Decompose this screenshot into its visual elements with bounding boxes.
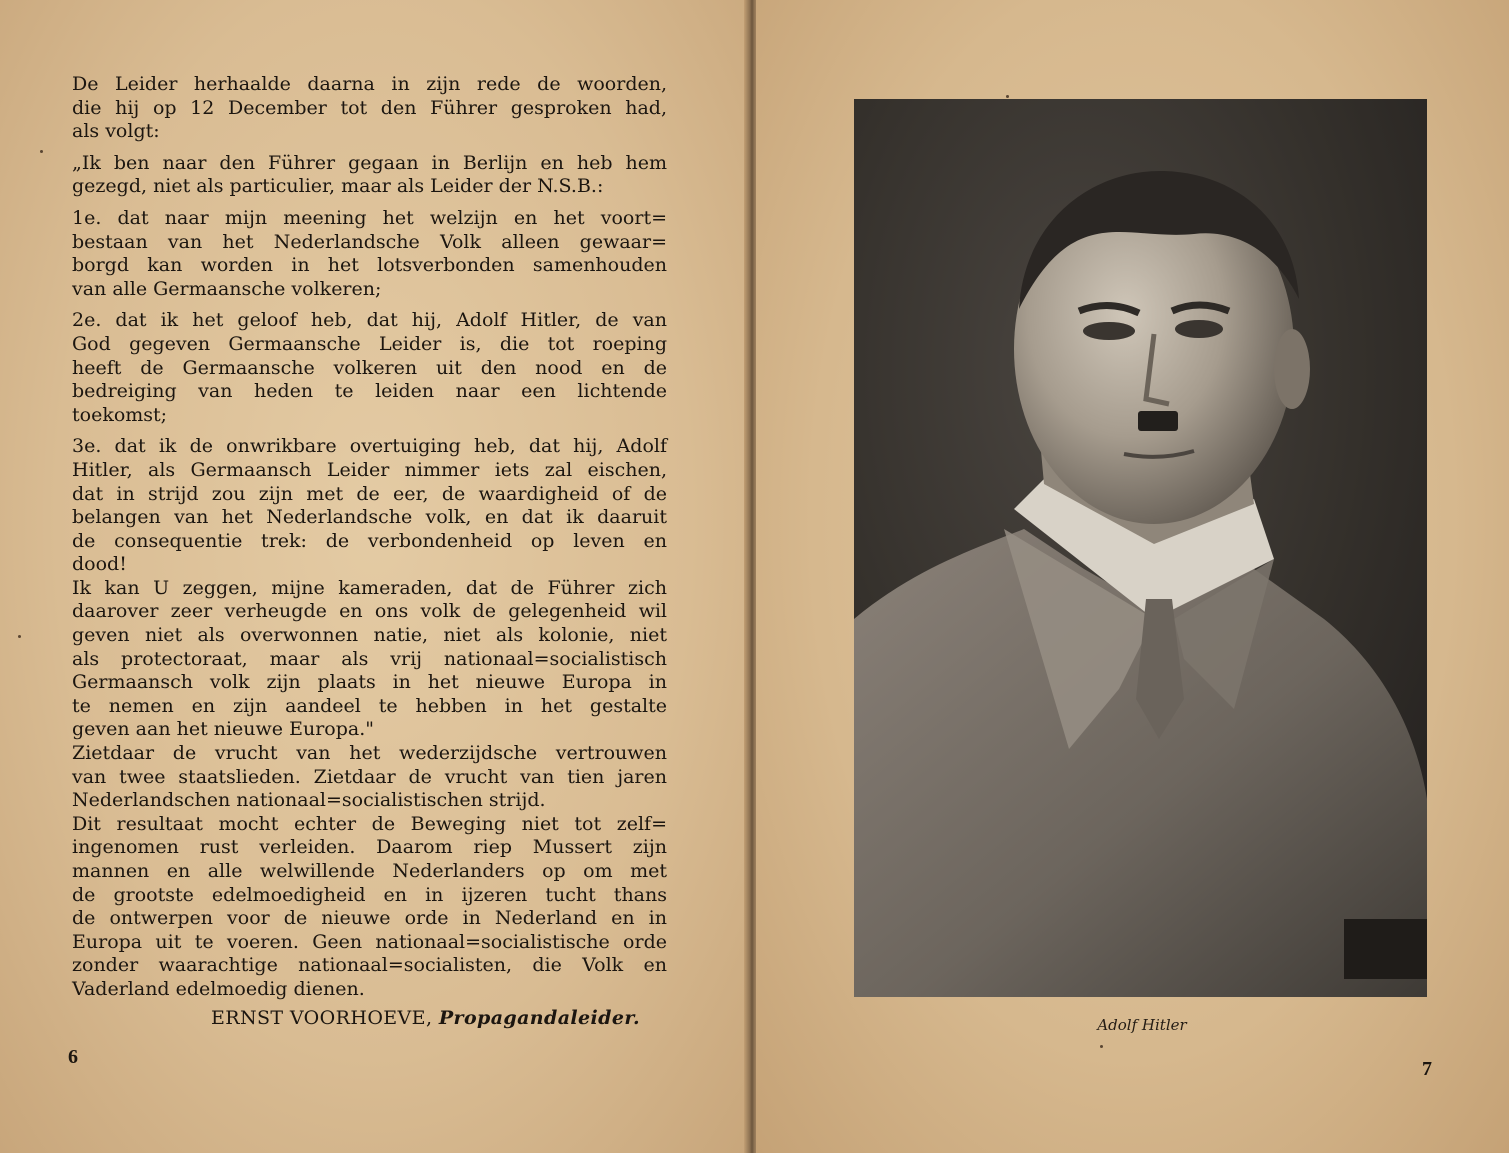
text-line: van alle Germaansche volkeren; bbox=[72, 277, 382, 300]
portrait-photo bbox=[854, 99, 1427, 997]
text-line: de ontwerpen voor de nieuwe orde in Nederland en in bbox=[72, 907, 667, 930]
text-line: Hitler, als Germaansch Leider nimmer iets zal eischen, bbox=[72, 458, 667, 481]
text-line: belangen van het Nederlandsche volk, en dat ik daaruit bbox=[72, 506, 667, 529]
portrait-illustration bbox=[854, 99, 1427, 997]
text-line: dat in strijd zou zijn met de eer, de waardigheid of de bbox=[72, 482, 667, 505]
text-line: heeft de Germaansche volkeren uit den nood en de bbox=[72, 356, 667, 379]
text-line: als volgt: bbox=[72, 120, 160, 143]
text-line: 2e. dat ik het geloof heb, dat hij, Adolf Hitler, de van bbox=[72, 309, 667, 332]
print-speck bbox=[40, 150, 43, 153]
text-line: als protectoraat, maar als vrij nationaal=socialistisch bbox=[72, 647, 667, 670]
print-speck bbox=[18, 635, 21, 638]
text-line: die hij op 12 December tot den Führer gesproken had, bbox=[72, 96, 667, 119]
text-line: De Leider herhaalde daarna in zijn rede de woorden, bbox=[72, 73, 667, 95]
text-line: bestaan van het Nederlandsche Volk alleen gewaar= bbox=[72, 230, 667, 253]
body-text bbox=[72, 73, 667, 1002]
signature-role: Propagandaleider. bbox=[438, 1007, 640, 1029]
text-line: de consequentie trek: de verbondenheid op leven en bbox=[72, 529, 667, 552]
text-line: mannen en alle welwillende Nederlanders op om met bbox=[72, 860, 667, 882]
text-line: 1e. dat naar mijn meening het welzijn en het voort= bbox=[72, 206, 667, 229]
text-line: 3e. dat ik de onwrikbare overtuiging heb, dat hij, Adolf bbox=[72, 435, 667, 458]
print-speck bbox=[1100, 1045, 1103, 1048]
text-line: God gegeven Germaansche Leider is, die tot roeping bbox=[72, 332, 667, 355]
text-line: bedreiging van heden te leiden naar een lichtende bbox=[72, 380, 667, 403]
text-line: daarover zeer verheugde en ons volk de gelegenheid wil bbox=[72, 600, 667, 623]
text-line: dood! bbox=[72, 553, 127, 576]
page-number-right: 7 bbox=[1422, 1058, 1432, 1080]
signature-name: ERNST VOORHOEVE, bbox=[210, 1007, 433, 1029]
page-number-left: 6 bbox=[68, 1046, 78, 1068]
text-line: ingenomen rust verleiden. Daarom riep Mussert zijn bbox=[72, 836, 667, 859]
text-line: Zietdaar de vrucht van het wederzijdsche vertrouwen bbox=[72, 742, 667, 765]
print-speck bbox=[1006, 95, 1009, 98]
text-line: zonder waarachtige nationaal=socialisten, die Volk en bbox=[72, 954, 667, 977]
text-line: Vaderland edelmoedig dienen. bbox=[72, 977, 365, 1000]
text-line: te nemen en zijn aandeel te hebben in het gestalte bbox=[72, 694, 667, 717]
text-line: Nederlandschen nationaal=socialistischen strijd. bbox=[72, 789, 546, 812]
text-line: Ik kan U zeggen, mijne kameraden, dat de Führer zich bbox=[72, 576, 667, 599]
text-line: de grootste edelmoedigheid en in ijzeren tucht thans bbox=[72, 883, 667, 906]
text-line: Europa uit te voeren. Geen nationaal=socialistische orde bbox=[72, 930, 667, 953]
text-line: „Ik ben naar den Führer gegaan in Berlijn en heb hem bbox=[72, 151, 667, 174]
photo-caption: Adolf Hitler bbox=[1097, 1016, 1187, 1034]
text-line: geven aan het nieuwe Europa." bbox=[72, 718, 374, 741]
signature bbox=[72, 1007, 640, 1029]
text-line: gezegd, niet als particulier, maar als Leider der N.S.B.: bbox=[72, 175, 604, 198]
text-line: van twee staatslieden. Zietdaar de vrucht van tien jaren bbox=[72, 765, 667, 788]
text-line: Germaansch volk zijn plaats in het nieuwe Europa in bbox=[72, 671, 667, 694]
text-line: borgd kan worden in het lotsverbonden samenhouden bbox=[72, 254, 667, 277]
text-line: geven niet als overwonnen natie, niet als kolonie, niet bbox=[72, 624, 667, 647]
text-line: Dit resultaat mocht echter de Beweging niet tot zelf= bbox=[72, 812, 667, 835]
text-line: toekomst; bbox=[72, 403, 168, 426]
left-page bbox=[0, 0, 748, 1153]
